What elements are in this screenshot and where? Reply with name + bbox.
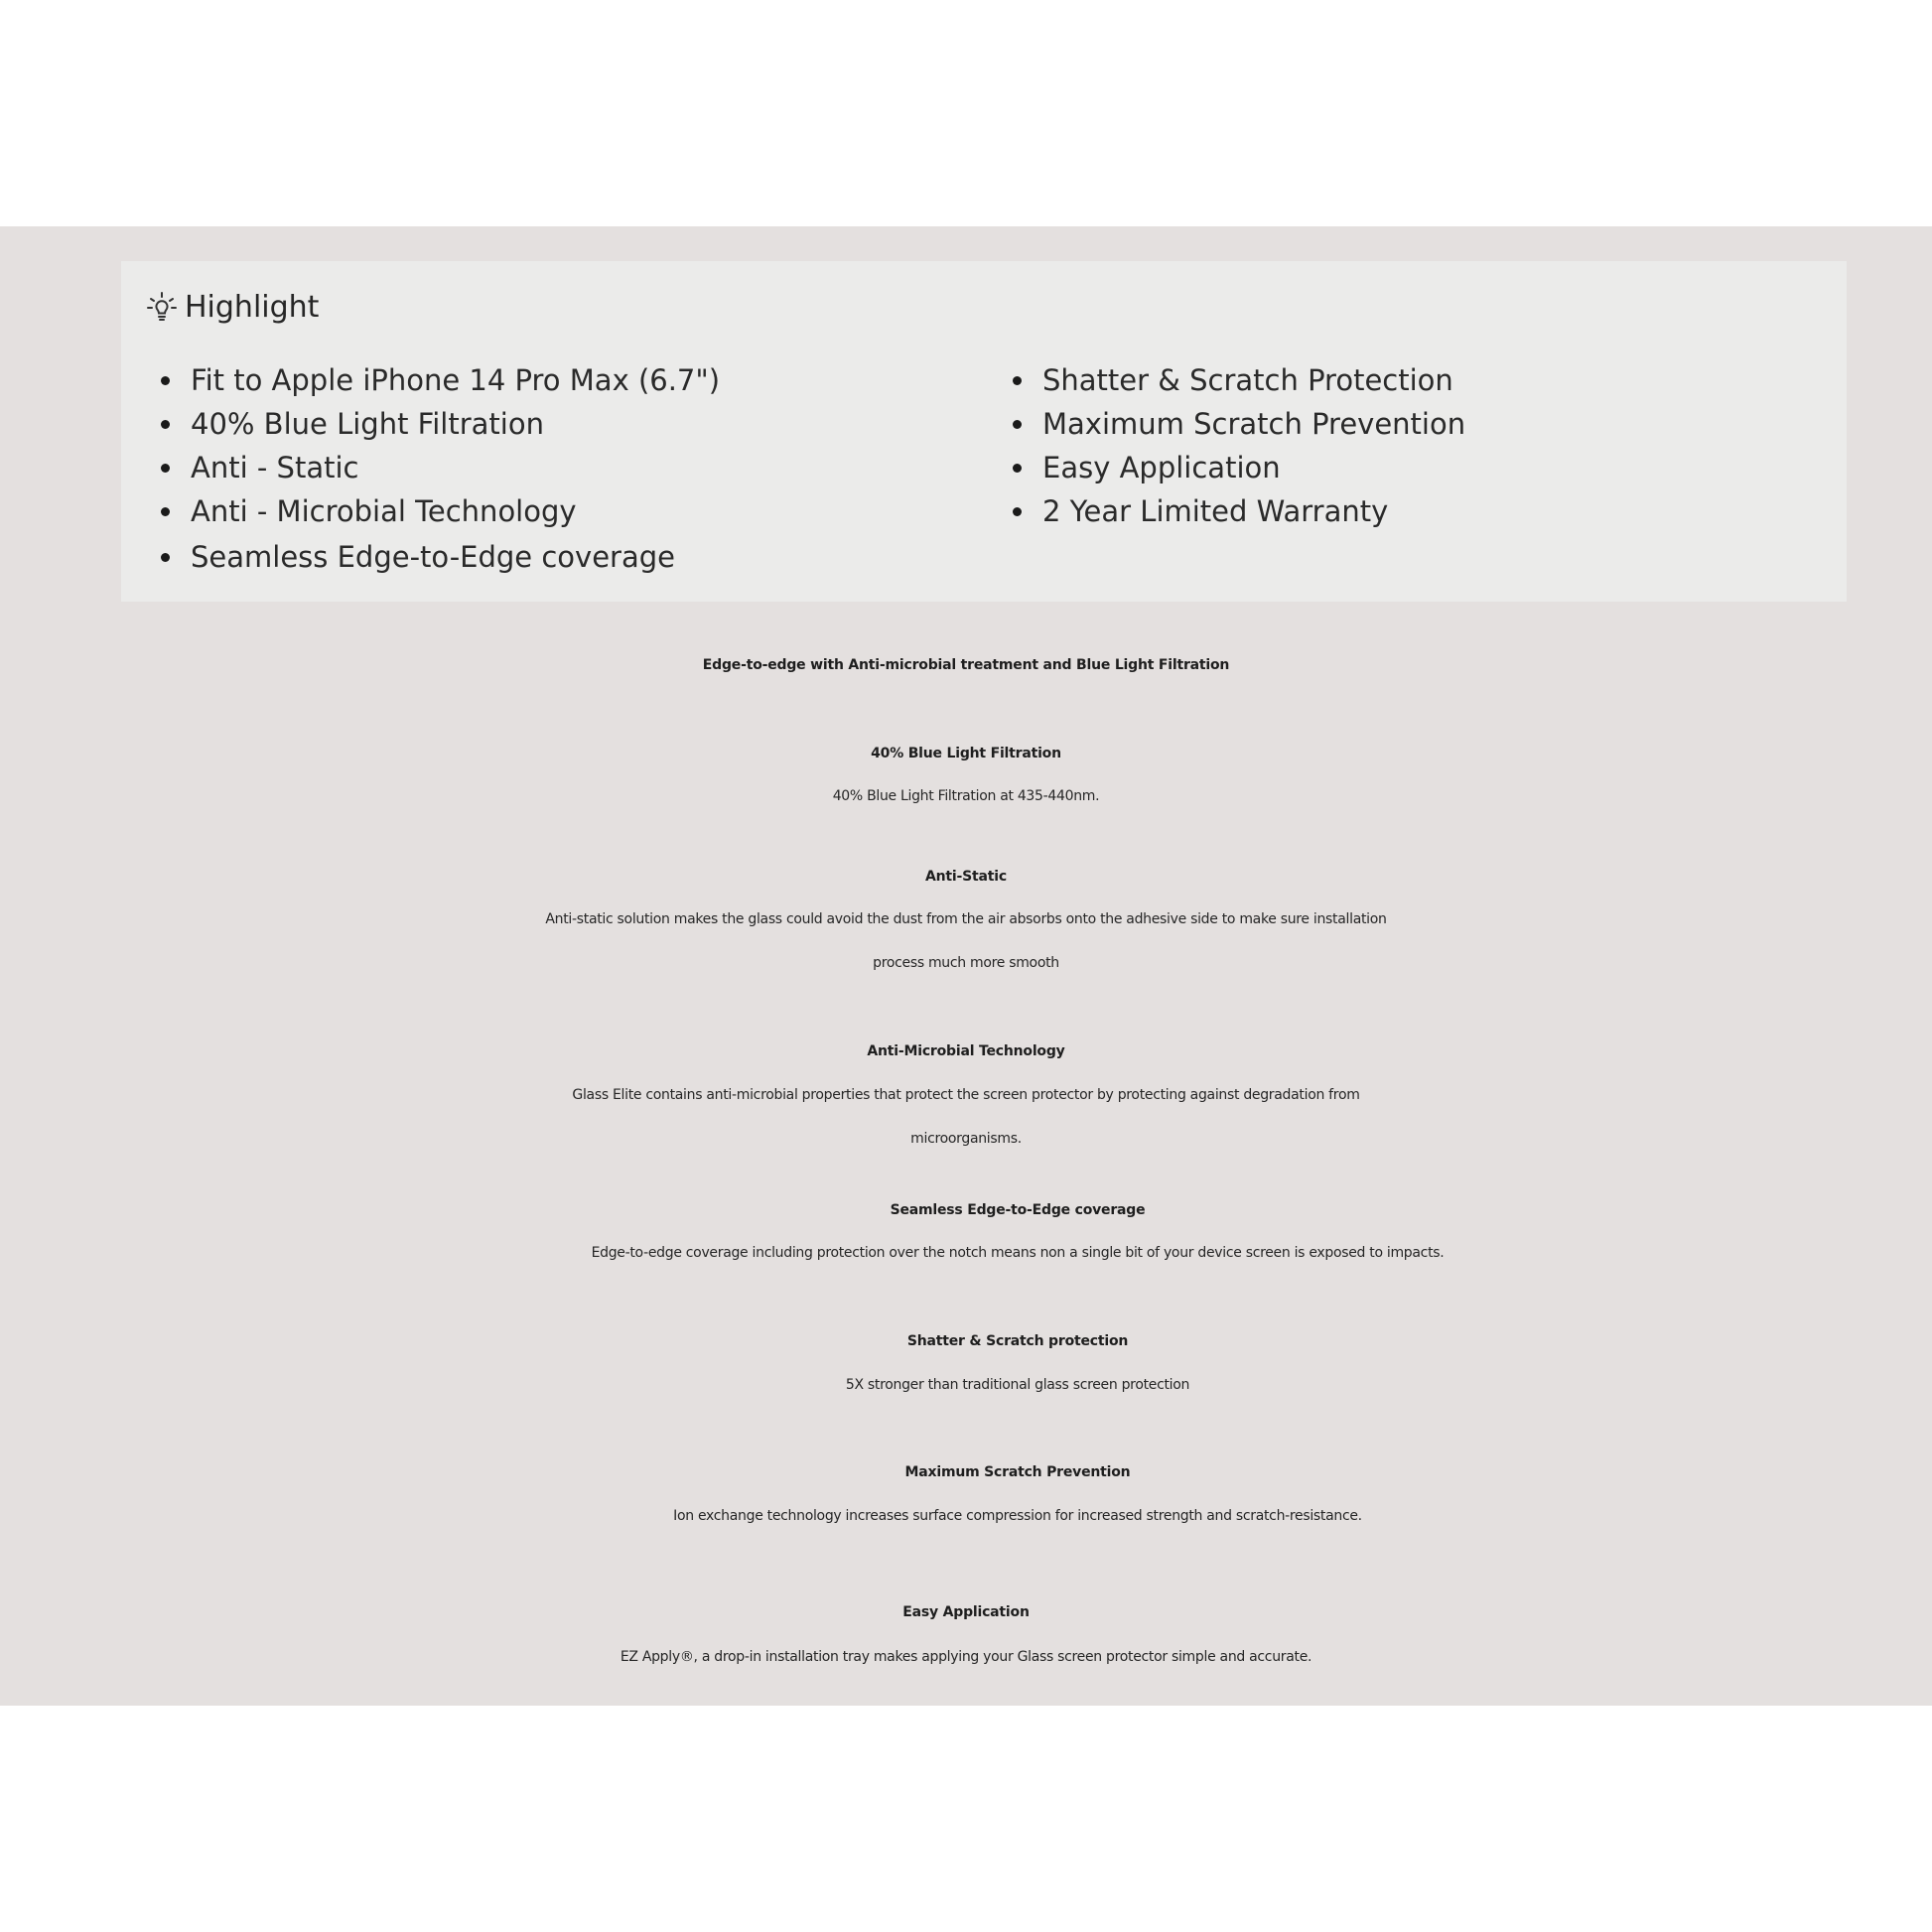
section-body: Anti-static solution makes the glass could avoid the dust from the air absorbs onto the adhesive side to make sure installation: [545, 911, 1387, 927]
section-body: 40% Blue Light Filtration at 435-440nm.: [832, 788, 1100, 804]
highlight-list-left: [159, 358, 720, 579]
section-title: Seamless Edge-to-Edge coverage: [890, 1202, 1146, 1218]
section-title: Shatter & Scratch protection: [906, 1333, 1129, 1349]
section-body: Edge-to-edge coverage including protection over the notch means non a single bit of your device screen is exposed to impacts.: [591, 1245, 1445, 1261]
section-body: Ion exchange technology increases surface compression for increased strength and scratch-resistance.: [673, 1508, 1362, 1524]
highlight-title: Highlight: [185, 289, 320, 325]
section-body: 5X stronger than traditional glass screen protection: [845, 1377, 1190, 1393]
section-title: Easy Application: [902, 1604, 1030, 1620]
main-heading: Edge-to-edge with Anti-microbial treatment and Blue Light Filtration: [702, 657, 1230, 673]
list-item: 2 Year Limited Warranty: [1011, 489, 1465, 533]
highlight-header: [147, 287, 319, 327]
list-item: Fit to Apple iPhone 14 Pro Max (6.7"): [159, 358, 720, 402]
section-title: Anti-Static: [925, 869, 1007, 885]
list-item: Shatter & Scratch Protection: [1011, 358, 1465, 402]
section-title: Anti-Microbial Technology: [867, 1043, 1065, 1059]
list-item: Anti - Microbial Technology: [159, 489, 720, 533]
list-item: Maximum Scratch Prevention: [1011, 402, 1465, 446]
list-item: Easy Application: [1011, 446, 1465, 489]
section-body: process much more smooth: [873, 955, 1059, 971]
section-body: Glass Elite contains anti-microbial properties that protect the screen protector by protecting against degradation from: [572, 1087, 1360, 1103]
section-title: 40% Blue Light Filtration: [871, 746, 1061, 761]
list-item: 40% Blue Light Filtration: [159, 402, 720, 446]
section-body: EZ Apply®, a drop-in installation tray makes applying your Glass screen protector simple and accurate.: [620, 1649, 1312, 1665]
highlight-list-right: [1011, 358, 1465, 533]
list-item: Seamless Edge-to-Edge coverage: [159, 535, 720, 579]
lightbulb-icon: [147, 291, 177, 323]
section-title: Maximum Scratch Prevention: [904, 1464, 1131, 1480]
section-body: microorganisms.: [910, 1131, 1022, 1147]
highlight-box: [121, 261, 1847, 602]
list-item: Anti - Static: [159, 446, 720, 489]
